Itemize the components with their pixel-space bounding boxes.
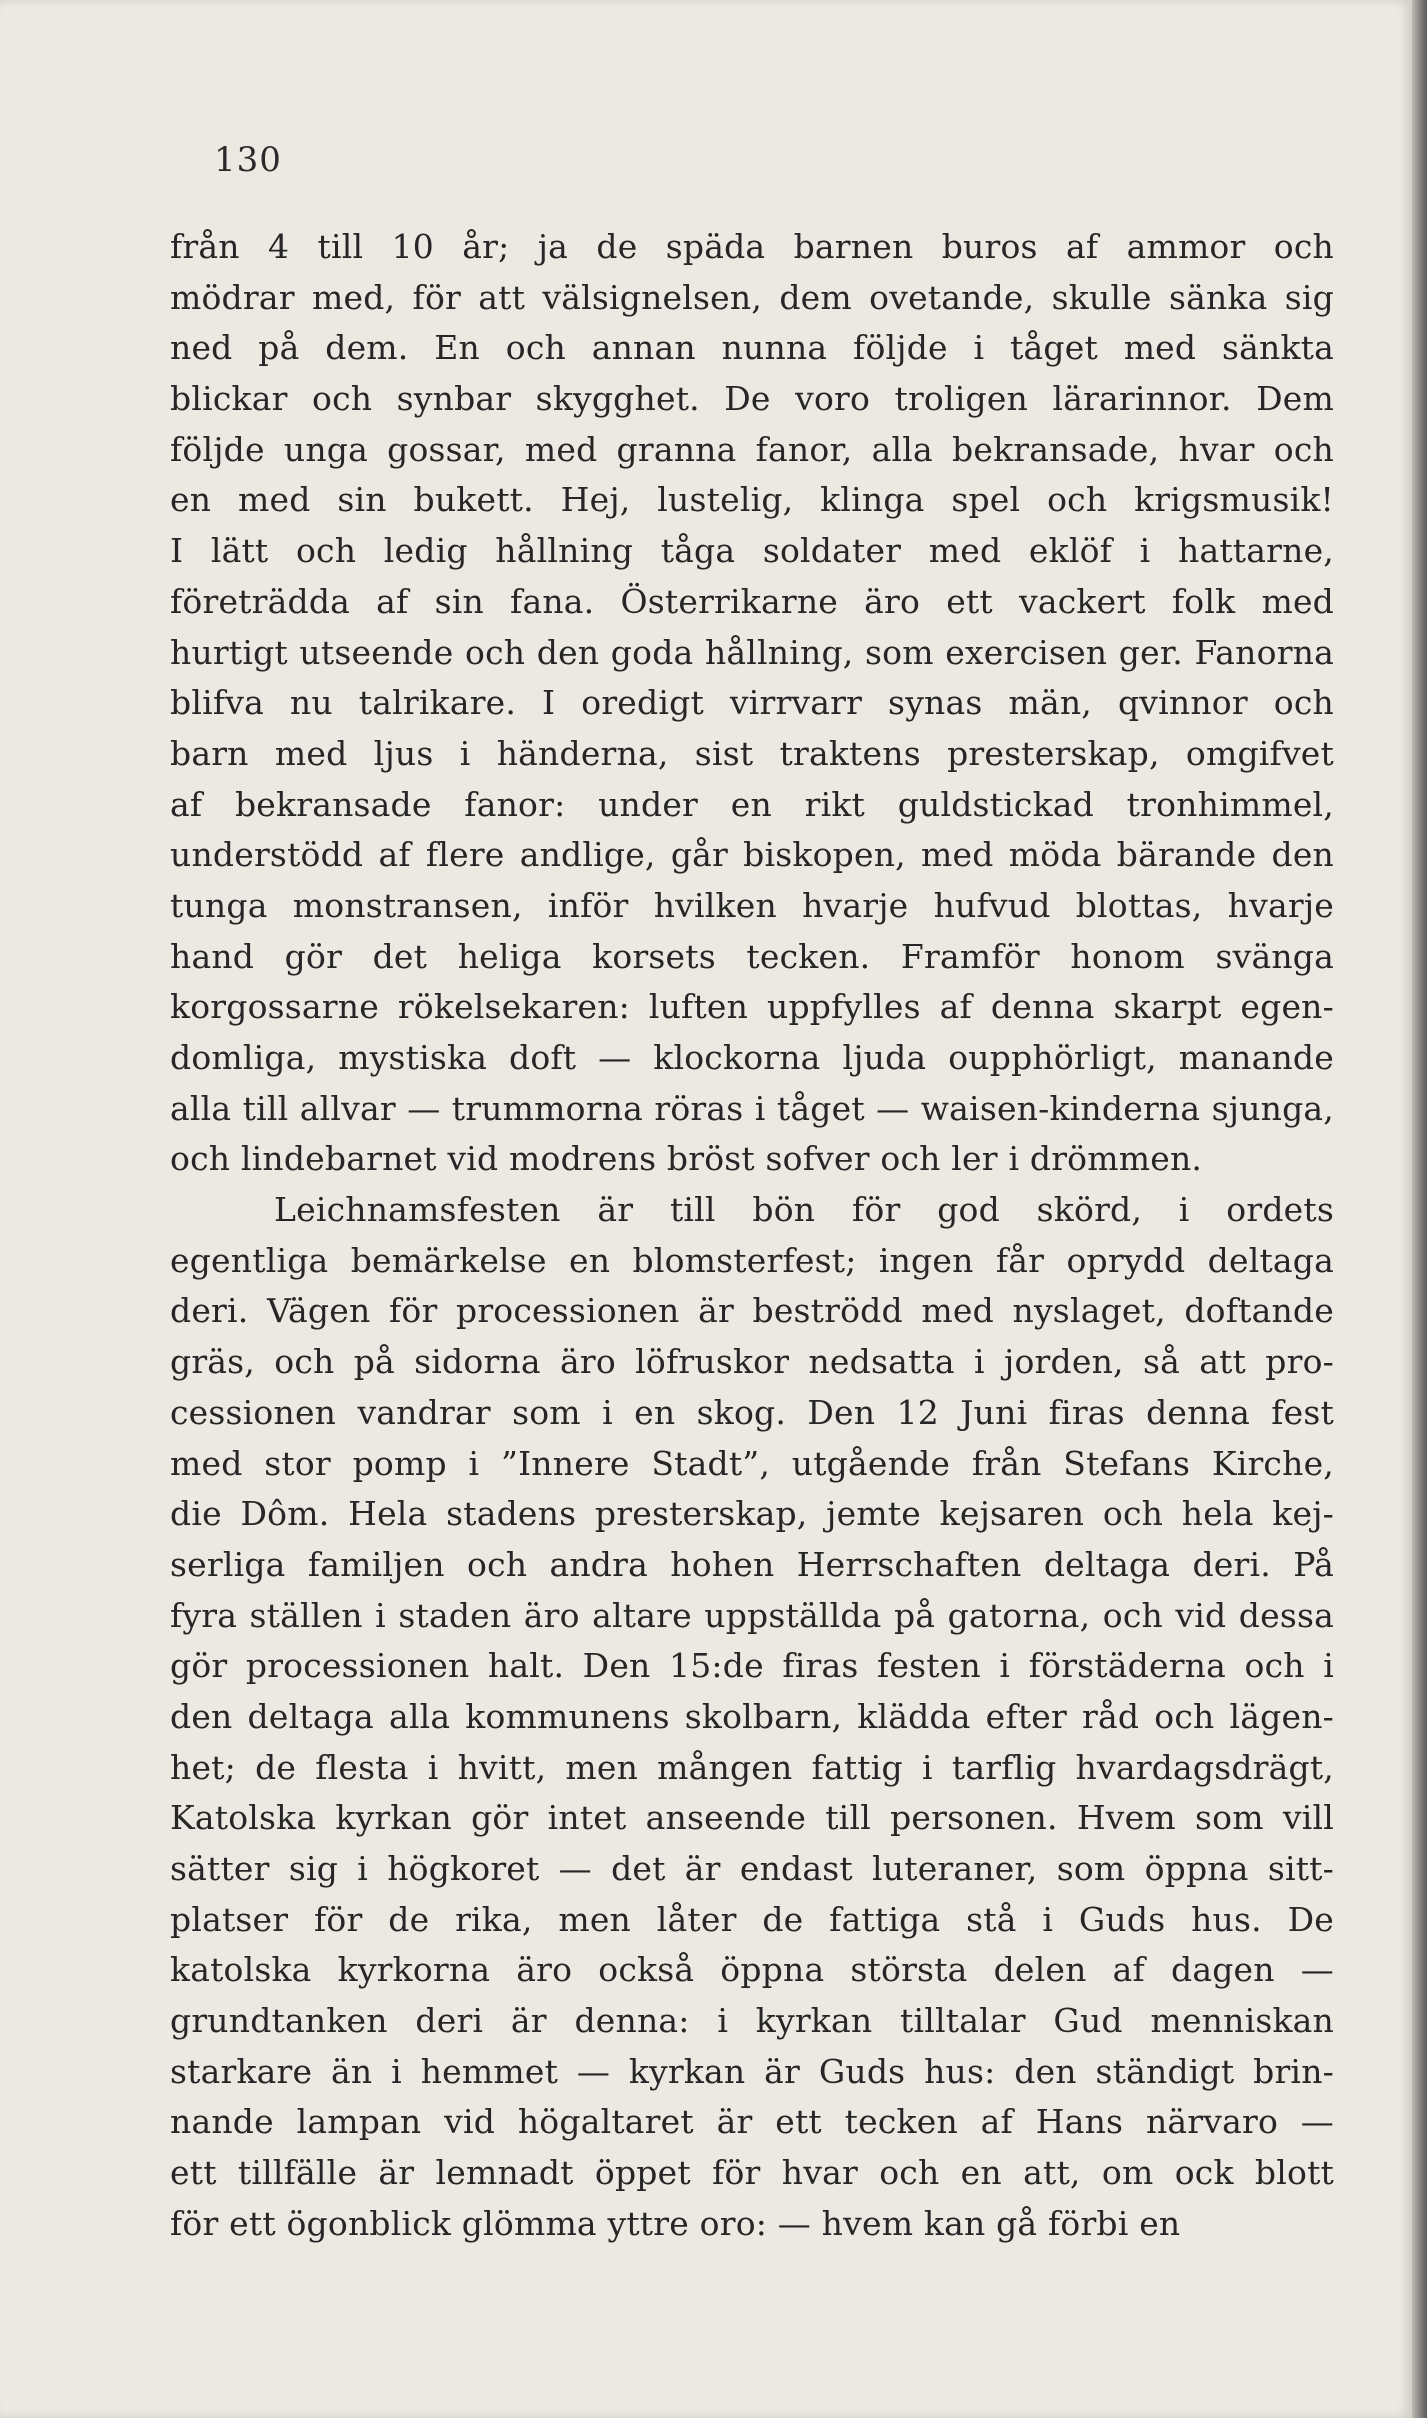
text-line: sätter sig i högkoret — det är endast luteraner, som öppna sitt- (170, 1849, 1334, 1888)
text-line: egentliga bemärkelse en blomsterfest; ingen får oprydd deltaga (170, 1240, 1334, 1280)
text-line: domliga, mystiska doft — klockorna ljuda oupphörligt, manande (170, 1038, 1334, 1077)
text-line: I lätt och ledig hållning tåga soldater med eklöf i hattarne, (170, 531, 1334, 571)
page-edge (1412, 0, 1427, 2418)
text-line: cessionen vandrar som i en skog. Den 12 Juni firas denna fest (170, 1392, 1334, 1432)
text-line: tunga monstransen, inför hvilken hvarje hufvud blottas, hvarje (170, 885, 1334, 925)
text-line: med stor pomp i ”Innere Stadt”, utgående från Stefans Kirche, (170, 1443, 1334, 1483)
text-line: från 4 till 10 år; ja de späda barnen buros af ammor och (170, 227, 1334, 266)
text-line: fyra ställen i staden äro altare uppställda på gatorna, och vid dessa (170, 1595, 1334, 1635)
text-line: af bekransade fanor: under en rikt guldstickad tronhimmel, (170, 784, 1334, 824)
text-line: mödrar med, för att välsignelsen, dem ovetande, skulle sänka sig (170, 277, 1334, 317)
text-line: hurtigt utseende och den goda hållning, som exercisen ger. Fanorna (170, 632, 1334, 672)
text-line: för ett ögonblick glömma yttre oro: — hvem kan gå förbi en (170, 2203, 1181, 2243)
text-line: barn med ljus i händerna, sist traktens presterskap, omgifvet (170, 733, 1334, 773)
text-line: Katolska kyrkan gör intet anseende till personen. Hvem som vill (170, 1798, 1334, 1838)
body-text (170, 222, 1334, 2250)
text-line: deri. Vägen för processionen är beströdd med nyslaget, doftande (170, 1291, 1334, 1331)
text-line: en med sin bukett. Hej, lustelig, klinga spel och krigsmusik! (170, 480, 1334, 520)
text-line: blickar och synbar skygghet. De voro troligen lärarinnor. Dem (170, 379, 1334, 419)
text-line: hand gör det heliga korsets tecken. Framför honom svänga (170, 936, 1334, 976)
text-line: Leichnamsfesten är till bön för god skörd, i ordets (274, 1190, 1334, 1230)
paragraph (170, 222, 1334, 1185)
page-number: 130 (214, 140, 282, 180)
text-line: ned på dem. En och annan nunna följde i tåget med sänkta (170, 328, 1334, 368)
text-line: gör processionen halt. Den 15:de firas festen i förstäderna och i (170, 1646, 1334, 1686)
text-line: gräs, och på sidorna äro löfruskor nedsatta i jorden, så att pro- (170, 1342, 1334, 1382)
text-line: korgossarne rökelsekaren: luften uppfylles af denna skarpt egen- (170, 987, 1334, 1027)
text-line: grundtanken deri är denna: i kyrkan tilltalar Gud menniskan (170, 2001, 1334, 2041)
text-line: blifva nu talrikare. I oredigt virrvarr synas män, qvinnor och (170, 683, 1334, 723)
text-line: företrädda af sin fana. Österrikarne äro ett vackert folk med (170, 581, 1334, 621)
text-line: katolska kyrkorna äro också öppna största delen af dagen — (170, 1950, 1334, 1990)
text-line: alla till allvar — trummorna röras i tåget — waisen-kinderna sjunga, (170, 1088, 1334, 1128)
text-line: och lindebarnet vid modrens bröst sofver och ler i drömmen. (170, 1139, 1203, 1179)
text-line: serliga familjen och andra hohen Herrschaften deltaga deri. På (170, 1544, 1334, 1584)
text-line: die Dôm. Hela stadens presterskap, jemte kejsaren och hela kej- (170, 1494, 1334, 1534)
text-line: nande lampan vid högaltaret är ett tecken af Hans närvaro — (170, 2102, 1334, 2142)
text-line: understödd af flere andlige, går biskopen, med möda bärande den (170, 835, 1334, 875)
paragraph (170, 1185, 1334, 2249)
text-line: den deltaga alla kommunens skolbarn, klädda efter råd och lägen- (170, 1696, 1334, 1736)
text-line: följde unga gossar, med granna fanor, alla bekransade, hvar och (170, 429, 1334, 469)
text-line: platser för de rika, men låter de fattiga stå i Guds hus. De (170, 1899, 1334, 1939)
text-line: ett tillfälle är lemnadt öppet för hvar och en att, om ock blott (170, 2153, 1334, 2193)
text-line: starkare än i hemmet — kyrkan är Guds hus: den ständigt brin- (170, 2051, 1334, 2091)
text-line: het; de flesta i hvitt, men mången fattig i tarflig hvardagsdrägt, (170, 1747, 1334, 1787)
